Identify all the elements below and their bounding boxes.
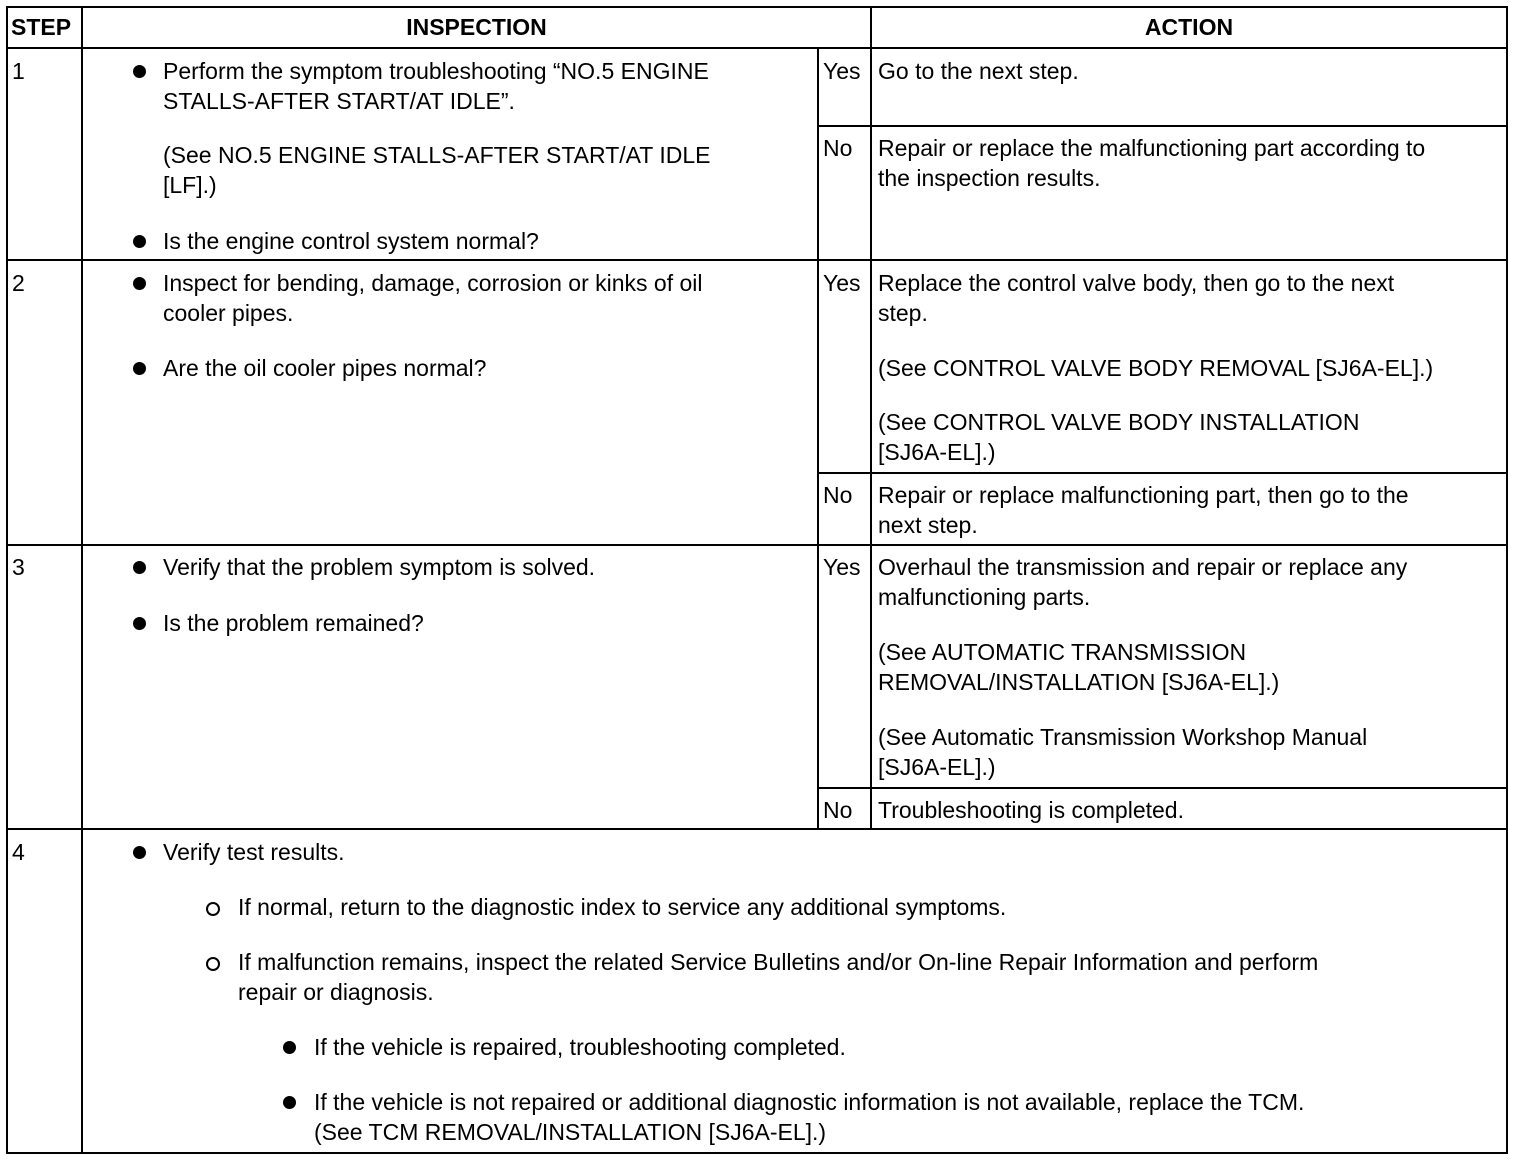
action-reference: (See CONTROL VALVE BODY INSTALLATION: [878, 409, 1360, 435]
inspection-question: Are the oil cooler pipes normal?: [163, 355, 487, 381]
step-number: 3: [12, 554, 25, 580]
header-rule: [6, 47, 1508, 49]
inspection-subsubitem: If the vehicle is not repaired or additional diagnostic information is not available, replace the TCM.: [314, 1089, 1305, 1115]
no-label: No: [823, 482, 853, 508]
no-label: No: [823, 797, 853, 823]
step-number: 2: [12, 270, 25, 296]
yes-label: Yes: [823, 58, 861, 84]
no-action: Repair or replace malfunctioning part, then go to the: [878, 482, 1409, 508]
yes-action: Replace the control valve body, then go to the next: [878, 270, 1395, 296]
inspection-reference: [LF].): [163, 172, 217, 198]
bullet-icon: [133, 235, 146, 248]
action-reference: [SJ6A-EL].): [878, 439, 996, 465]
inspection-question: Is the problem remained?: [163, 610, 424, 636]
circle-bullet-icon: [206, 902, 220, 916]
step-column-rule: [81, 6, 83, 1154]
no-action: Repair or replace the malfunctioning part according to: [878, 135, 1426, 161]
bullet-icon: [133, 362, 146, 375]
inspection-subitem: If malfunction remains, inspect the related Service Bulletins and/or On-line Repair Information and perform: [238, 949, 1319, 975]
circle-bullet-icon: [206, 957, 220, 971]
yes-action: step.: [878, 300, 928, 326]
inspection-subitem: If normal, return to the diagnostic index to service any additional symptoms.: [238, 894, 1007, 920]
inspection-reference: (See TCM REMOVAL/INSTALLATION [SJ6A-EL].): [314, 1119, 827, 1145]
yes-no-column-rule: [817, 47, 819, 830]
action-reference: REMOVAL/INSTALLATION [SJ6A-EL].): [878, 669, 1280, 695]
inspection-text: Verify test results.: [163, 839, 345, 865]
inspection-question: Is the engine control system normal?: [163, 228, 539, 254]
action-reference: (See AUTOMATIC TRANSMISSION: [878, 639, 1247, 665]
inspection-text: Verify that the problem symptom is solved.: [163, 554, 596, 580]
no-action: the inspection results.: [878, 165, 1101, 191]
action-reference: [SJ6A-EL].): [878, 754, 996, 780]
inspection-text: Inspect for bending, damage, corrosion or kinks of oil: [163, 270, 703, 296]
no-label: No: [823, 135, 853, 161]
yes-action: Go to the next step.: [878, 58, 1079, 84]
bullet-icon: [283, 1096, 296, 1109]
action-reference: (See CONTROL VALVE BODY REMOVAL [SJ6A-EL].): [878, 355, 1434, 381]
bullet-icon: [133, 561, 146, 574]
inspection-column-rule: [870, 6, 872, 830]
inspection-text: STALLS-AFTER START/AT IDLE”.: [163, 88, 515, 114]
inspection-text: Perform the symptom troubleshooting “NO.5 ENGINE: [163, 58, 709, 84]
step3-yes-no-rule: [817, 787, 1508, 789]
step-number: 1: [12, 58, 25, 84]
header-step: STEP: [11, 14, 72, 40]
bullet-icon: [133, 617, 146, 630]
step-number: 4: [12, 839, 25, 865]
step1-yes-no-rule: [817, 125, 1508, 127]
yes-action: malfunctioning parts.: [878, 584, 1091, 610]
yes-label: Yes: [823, 270, 861, 296]
yes-action: Overhaul the transmission and repair or replace any: [878, 554, 1408, 580]
bullet-icon: [133, 846, 146, 859]
step2-yes-no-rule: [817, 472, 1508, 474]
inspection-subsubitem: If the vehicle is repaired, troubleshooting completed.: [314, 1034, 846, 1060]
inspection-reference: (See NO.5 ENGINE STALLS-AFTER START/AT IDLE: [163, 142, 711, 168]
header-action: ACTION: [1144, 14, 1234, 40]
step2-rule: [6, 544, 1508, 546]
no-action: next step.: [878, 512, 978, 538]
bullet-icon: [133, 277, 146, 290]
no-action: Troubleshooting is completed.: [878, 797, 1184, 823]
inspection-text: cooler pipes.: [163, 300, 294, 326]
inspection-subitem: repair or diagnosis.: [238, 979, 434, 1005]
bullet-icon: [133, 65, 146, 78]
action-reference: (See Automatic Transmission Workshop Manual: [878, 724, 1368, 750]
step1-rule: [6, 259, 1508, 261]
bullet-icon: [283, 1041, 296, 1054]
header-inspection: INSPECTION: [406, 14, 547, 40]
yes-label: Yes: [823, 554, 861, 580]
step3-rule: [6, 828, 1508, 830]
